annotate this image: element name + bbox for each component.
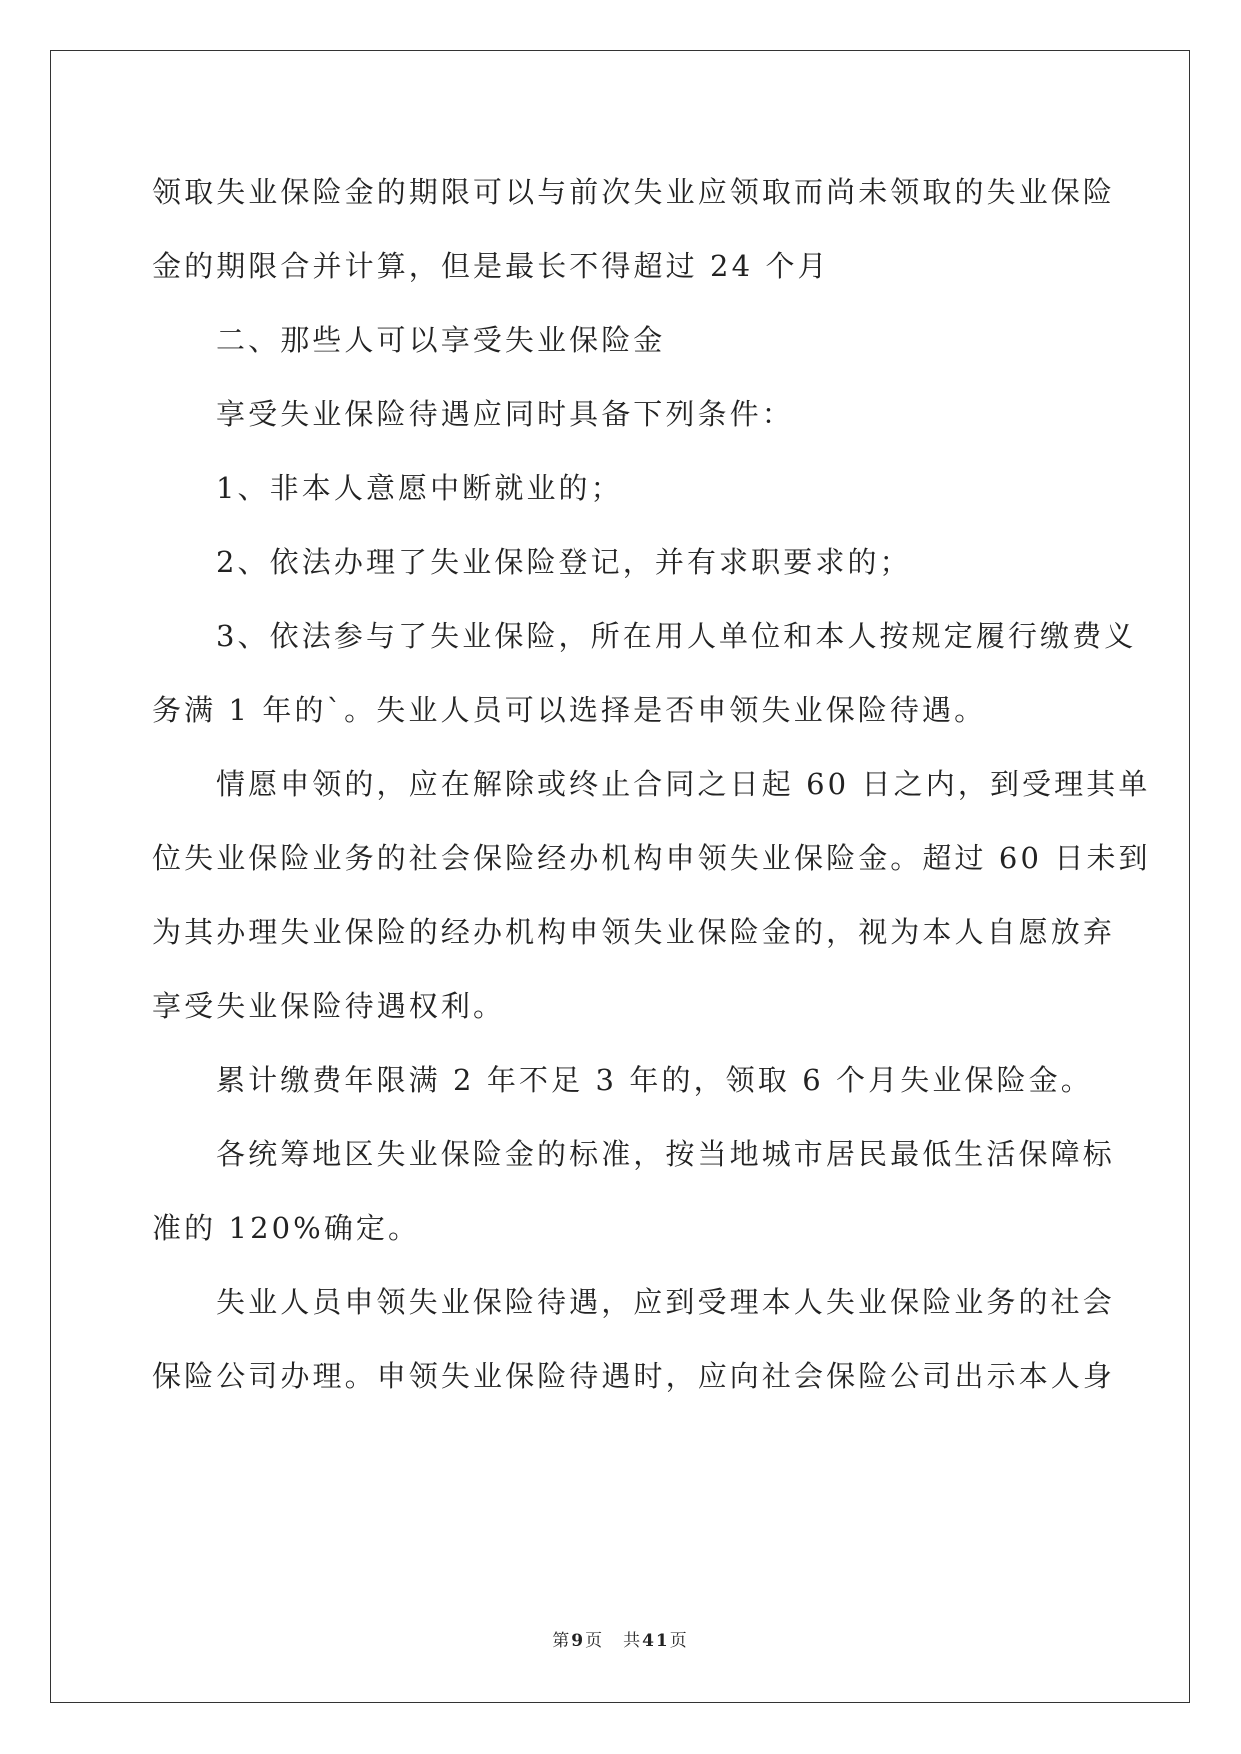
paragraph-line: 位失业保险业务的社会保险经办机构申领失业保险金。超过 60 日未到: [152, 841, 1151, 875]
footer-mid: 页 共: [585, 1631, 643, 1651]
paragraph-line: 累计缴费年限满 2 年不足 3 年的，领取 6 个月失业保险金。: [216, 1063, 1093, 1097]
footer-suffix: 页: [669, 1631, 689, 1651]
paragraph-line: 为其办理失业保险的经办机构申领失业保险金的，视为本人自愿放弃: [152, 915, 1116, 949]
list-item: 1、非本人意愿中断就业的；: [216, 471, 623, 505]
paragraph-line: 情愿申领的，应在解除或终止合同之日起 60 日之内，到受理其单: [216, 767, 1151, 801]
paragraph-line: 准的 120%确定。: [152, 1211, 421, 1245]
paragraph-line: 金的期限合并计算，但是最长不得超过 24 个月: [152, 249, 830, 283]
paragraph-line: 享受失业保险待遇权利。: [152, 989, 506, 1023]
paragraph-line: 务满 1 年的`。失业人员可以选择是否申领失业保险待遇。: [152, 693, 987, 727]
paragraph-line: 享受失业保险待遇应同时具备下列条件：: [216, 397, 794, 431]
document-body: [152, 160, 1151, 1408]
section-heading: 二、那些人可以享受失业保险金: [216, 323, 666, 357]
current-page-number: 9: [571, 1631, 586, 1651]
paragraph-line: 失业人员申领失业保险待遇，应到受理本人失业保险业务的社会: [216, 1285, 1115, 1319]
page-footer: [0, 1626, 1241, 1651]
footer-prefix: 第: [552, 1631, 572, 1651]
total-page-count: 41: [642, 1631, 670, 1651]
list-item: 2、依法办理了失业保险登记，并有求职要求的；: [216, 545, 912, 579]
list-item: 3、依法参与了失业保险，所在用人单位和本人按规定履行缴费义: [216, 619, 1137, 653]
paragraph-line: 各统筹地区失业保险金的标准，按当地城市居民最低生活保障标: [216, 1137, 1115, 1171]
paragraph-line: 领取失业保险金的期限可以与前次失业应领取而尚未领取的失业保险: [152, 175, 1116, 209]
paragraph-line: 保险公司办理。申领失业保险待遇时，应向社会保险公司出示本人身: [152, 1359, 1116, 1393]
